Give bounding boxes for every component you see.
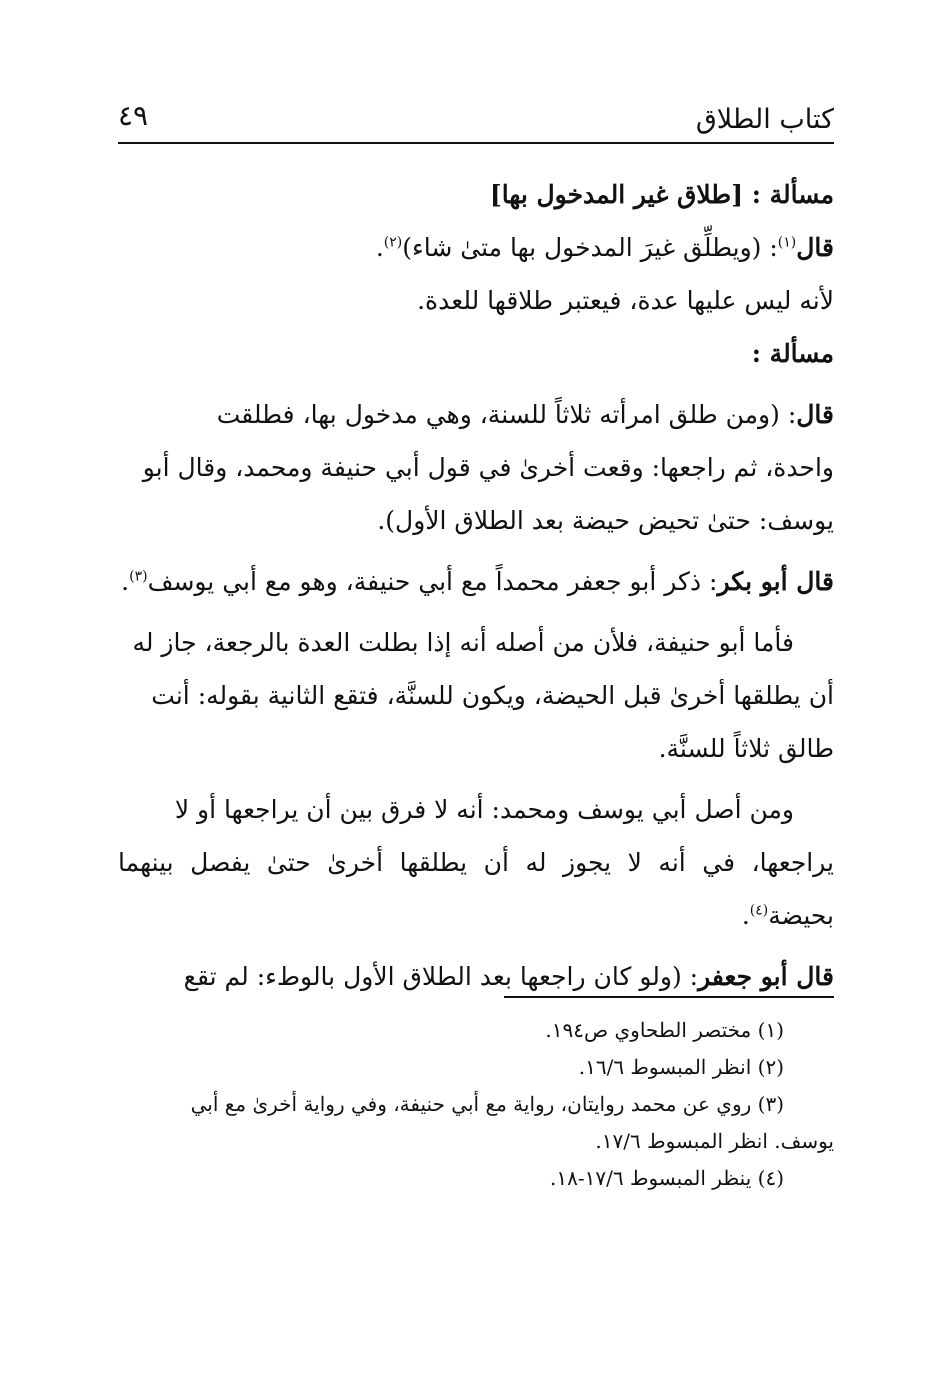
- said-label: قال: [796, 233, 834, 262]
- footnote-4: (٤) ينظر المبسوط ١٧/٦-١٨.: [550, 1166, 784, 1190]
- footnote-1: (١) مختصر الطحاوي ص١٩٤.: [545, 1018, 784, 1042]
- paragraph-6-end: .: [121, 567, 130, 596]
- paragraph-2-end: .: [375, 233, 384, 262]
- paragraph-7-line-1: فأما أبو حنيفة، فلأن من أصله أنه إذا بطلت العدة بالرجعة، جاز له: [132, 628, 794, 657]
- footnotes: [118, 1012, 834, 1197]
- abu-bakr-label: قال أبو بكر: [717, 567, 834, 596]
- footnote-3-line-1: (٣) روي عن محمد روايتان، رواية مع أبي حنيفة، وفي رواية أخرىٰ مع أبي: [190, 1092, 784, 1116]
- paragraph-7-line-2: أن يطلقها أخرىٰ قبل الحيضة، ويكون للسنَّة، فتقع الثانية بقوله: أنت: [151, 681, 834, 710]
- paragraph-9-text: : (ولو كان راجعها بعد الطلاق الأول بالوطء: لم تقع: [183, 962, 699, 991]
- said-label: قال: [796, 400, 834, 429]
- paragraph-5: [118, 388, 834, 547]
- main-text: [118, 168, 834, 1003]
- footnote-ref-1: (١): [777, 234, 797, 251]
- paragraph-7: [118, 616, 834, 775]
- paragraph-8-end: .: [741, 901, 750, 930]
- book-page: [118, 0, 834, 1382]
- paragraph-8: [118, 783, 834, 942]
- page-number: ٤٩: [118, 99, 149, 132]
- paragraph-6: [118, 555, 834, 608]
- footnote-2: (٢) انظر المبسوط ١٦/٦.: [578, 1055, 784, 1079]
- issue-heading-1-text: مسألة : [طلاق غير المدخول بها]: [489, 180, 834, 209]
- paragraph-2-text: : (ويطلِّق غيرَ المدخول بها متىٰ شاء): [402, 233, 778, 262]
- paragraph-5-line-2: واحدة، ثم راجعها: وقعت أخرىٰ في قول أبي حنيفة ومحمد، وقال أبو: [142, 453, 834, 482]
- paragraph-5-line-3: يوسف: حتىٰ تحيض حيضة بعد الطلاق الأول).: [377, 506, 834, 535]
- issue-heading-2: [118, 327, 834, 380]
- paragraph-8-line-1: ومن أصل أبي يوسف ومحمد: أنه لا فرق بين أن يراجعها أو لا: [174, 795, 794, 824]
- paragraph-5-line-1: : (ومن طلق امرأته ثلاثاً للسنة، وهي مدخول بها، فطلقت: [216, 400, 797, 429]
- paragraph-3: [118, 274, 834, 327]
- paragraph-8-line-2: يراجعها، في أنه لا يجوز له أن يطلقها أخرىٰ حتىٰ يفصل بينهما بحيضة: [118, 848, 834, 930]
- footnote-ref-3: (٣): [129, 568, 148, 585]
- issue-heading-1: [118, 168, 834, 221]
- footnote-3: [118, 1086, 834, 1160]
- paragraph-3-text: لأنه ليس عليها عدة، فيعتبر طلاقها للعدة.: [417, 286, 834, 315]
- chapter-title: كتاب الطلاق: [695, 104, 834, 135]
- issue-heading-2-text: مسألة :: [751, 339, 834, 368]
- running-header: [118, 98, 834, 144]
- footnote-3-line-2: يوسف. انظر المبسوط ١٧/٦.: [595, 1129, 834, 1153]
- footnote-ref-4: (٤): [749, 902, 769, 919]
- paragraph-2: [118, 221, 834, 274]
- abu-jafar-label: قال أبو جعفر: [698, 962, 834, 991]
- paragraph-6-text: : ذكر أبو جعفر محمداً مع أبي حنيفة، وهو مع أبي يوسف: [147, 567, 718, 596]
- footnote-ref-2: (٢): [383, 234, 403, 251]
- footnote-separator: [504, 996, 834, 998]
- paragraph-7-line-3: طالق ثلاثاً للسنَّة.: [658, 734, 834, 763]
